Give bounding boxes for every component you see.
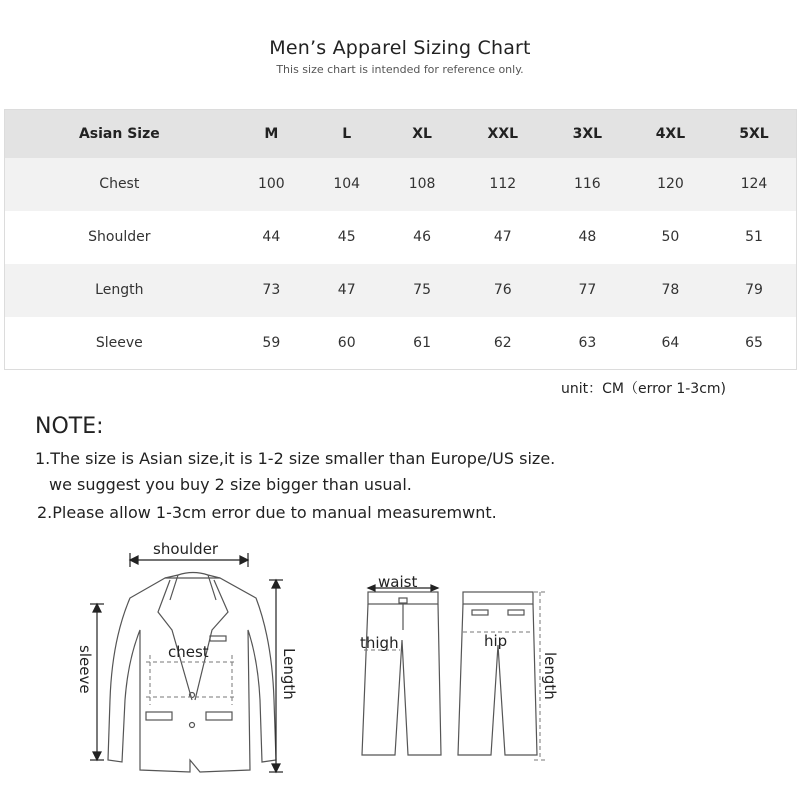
front-pants-button <box>399 598 407 603</box>
chest-pocket <box>210 636 226 641</box>
front-pants-outline <box>362 604 441 755</box>
size-table <box>4 109 797 370</box>
sleeve-label: sleeve <box>76 645 94 694</box>
row-label: Sleeve <box>95 334 143 351</box>
table-cell: 62 <box>493 334 512 351</box>
table-row <box>5 317 797 370</box>
note-line-3: 2.Please allow 1-3cm error due to manual measuremwnt. <box>37 503 497 522</box>
table-cell: 47 <box>337 282 356 298</box>
table-row <box>5 264 797 317</box>
column-header: 5XL <box>739 125 769 142</box>
page-subtitle: This size chart is intended for reference only. <box>276 63 524 76</box>
table-row <box>5 158 797 211</box>
note-line-1: 1.The size is Asian size,it is 1-2 size smaller than Europe/US size. <box>35 449 556 468</box>
column-header: 4XL <box>655 125 686 142</box>
left-lapel <box>158 575 192 700</box>
table-cell: 112 <box>489 176 517 192</box>
table-cell: 124 <box>740 176 768 192</box>
shoulder-label: shoulder <box>153 540 219 558</box>
table-cell: 78 <box>661 282 680 298</box>
pants-length-label: length <box>541 652 559 700</box>
table-cell: 65 <box>745 334 763 351</box>
note-title: NOTE: <box>35 414 104 439</box>
row-label: Length <box>95 282 144 298</box>
table-cell: 44 <box>262 229 281 245</box>
back-pocket <box>472 610 488 615</box>
table-cell: 63 <box>578 334 597 351</box>
table-cell: 100 <box>257 176 285 192</box>
table-cell: 60 <box>337 334 356 351</box>
column-header: 3XL <box>572 125 603 142</box>
right-pocket <box>206 712 232 720</box>
table-cell: 46 <box>413 229 431 245</box>
table-cell: 77 <box>578 282 597 298</box>
table-header-row <box>5 110 797 158</box>
jacket-collar <box>165 573 220 579</box>
table-cell: 47 <box>493 229 512 245</box>
table-cell: 64 <box>661 334 680 351</box>
table-cell: 61 <box>413 334 431 351</box>
back-pants-outline <box>458 604 537 755</box>
column-header: XXL <box>487 125 519 142</box>
right-lapel <box>195 575 228 700</box>
column-header: XL <box>412 125 432 142</box>
column-header: M <box>264 125 279 142</box>
table-cell: 116 <box>573 176 601 192</box>
left-pocket <box>146 712 172 720</box>
chest-label: chest <box>168 643 209 661</box>
note-line-2: we suggest you buy 2 size bigger than usual. <box>49 475 412 494</box>
table-cell: 75 <box>413 282 431 298</box>
back-pocket <box>508 610 524 615</box>
thigh-label: thigh <box>360 634 399 652</box>
table-cell: 108 <box>408 176 436 192</box>
hip-label: hip <box>484 632 508 650</box>
waist-label: waist <box>378 573 418 591</box>
row-label: Chest <box>99 176 140 192</box>
table-cell: 76 <box>493 282 512 298</box>
table-cell: 50 <box>661 229 680 245</box>
jacket-button <box>190 723 195 728</box>
table-cell: 73 <box>262 282 281 298</box>
row-label: Shoulder <box>88 229 151 245</box>
table-cell: 79 <box>745 282 763 298</box>
table-cell: 59 <box>262 334 281 351</box>
table-cell: 51 <box>745 229 763 245</box>
measurement-diagram <box>60 535 580 795</box>
table-cell: 48 <box>578 229 597 245</box>
table-row <box>5 211 797 264</box>
page-title: Men’s Apparel Sizing Chart <box>269 37 531 59</box>
column-header: Asian Size <box>78 125 160 142</box>
table-cell: 120 <box>657 176 684 192</box>
table-cell: 45 <box>337 229 356 245</box>
column-header: L <box>342 125 352 142</box>
table-cell: 104 <box>333 176 361 192</box>
unit-note: unit：CM（error 1-3cm) <box>561 381 726 397</box>
length-label: Length <box>280 648 298 700</box>
jacket-outline <box>108 578 276 772</box>
back-pants-waistband <box>463 592 533 604</box>
